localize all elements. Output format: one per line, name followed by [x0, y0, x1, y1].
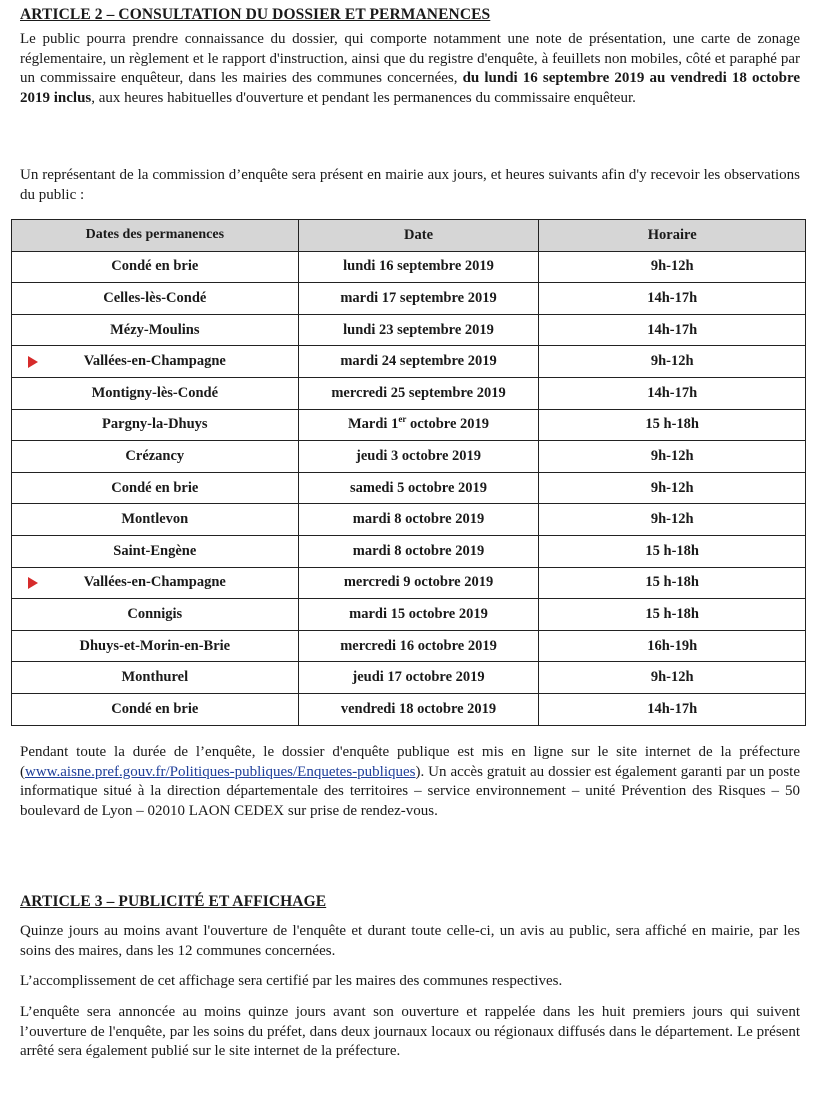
commune-cell [12, 314, 299, 346]
date-cell: jeudi 17 octobre 2019 [298, 662, 539, 694]
table-row [12, 314, 806, 346]
horaire-cell: 15 h-18h [539, 409, 806, 441]
table-header-row [12, 220, 806, 252]
horaire-cell: 9h-12h [539, 504, 806, 536]
date-cell: mardi 8 octobre 2019 [298, 535, 539, 567]
horaire-cell: 14h-17h [539, 314, 806, 346]
date-ordinal-suffix: er [398, 414, 407, 425]
date-cell: lundi 23 septembre 2019 [298, 314, 539, 346]
date-cell: vendredi 18 octobre 2019 [298, 693, 539, 725]
horaire-cell: 9h-12h [539, 472, 806, 504]
article-2-heading: ARTICLE 2 – CONSULTATION DU DOSSIER ET PERMANENCES [20, 6, 491, 23]
table-row [12, 504, 806, 536]
article-3-paragraph-2: L’accomplissement de cet affichage sera certifié par les maires des communes respectives. [20, 973, 563, 989]
commune-cell [12, 377, 299, 409]
horaire-cell: 14h-17h [539, 377, 806, 409]
table-row [12, 409, 806, 441]
header-communes: Dates des permanences [12, 220, 299, 252]
date-cell: mardi 24 septembre 2019 [298, 346, 539, 378]
commune-name: Condé en brie [111, 479, 199, 496]
table-row [12, 251, 806, 283]
table-row [12, 567, 806, 599]
commune-cell [12, 472, 299, 504]
date-cell: mercredi 9 octobre 2019 [298, 567, 539, 599]
commune-name: Pargny-la-Dhuys [102, 416, 208, 433]
prefecture-website-link[interactable]: www.aisne.pref.gouv.fr/Politiques-publiques/Enquetes-publiques [25, 763, 416, 780]
commune-cell [12, 630, 299, 662]
date-text: octobre 2019 [406, 416, 490, 433]
commune-name: Montigny-lès-Condé [91, 384, 219, 401]
date-cell: lundi 16 septembre 2019 [298, 251, 539, 283]
commune-cell [12, 346, 299, 378]
date-text: Mardi 1 [347, 416, 399, 433]
table-row [12, 346, 806, 378]
horaire-cell: 15 h-18h [539, 599, 806, 631]
horaire-cell: 14h-17h [539, 283, 806, 315]
date-cell: samedi 5 octobre 2019 [298, 472, 539, 504]
online-dossier-paragraph: Pendant toute la durée de l’enquête, le dossier d'enquête publique est mis en ligne sur le site internet de la préfecture (www.aisne.pref.gouv.fr/Politiques-publiques/Enquetes-publiques). Un accès gratuit au dossier est également garanti par un poste informatique situé à la direction départementale des territoires – service environnement – unité Prévention des Risques – 50 boulevard de Lyon – 02010 LAON CEDEX sur prise de rendez-vous. [20, 744, 800, 819]
red-arrow-marker-icon [28, 356, 38, 368]
commune-name: Condé en brie [111, 258, 199, 275]
table-row [12, 630, 806, 662]
commune-cell [12, 693, 299, 725]
table-row [12, 693, 806, 725]
horaire-cell: 15 h-18h [539, 535, 806, 567]
enquiry-period: du lundi 16 septembre 2019 au vendredi 18 octobre 2019 inclus [20, 70, 800, 106]
horaire-cell: 9h-12h [539, 251, 806, 283]
table-row [12, 283, 806, 315]
commune-name: Mézy-Moulins [110, 321, 200, 338]
table-row [12, 472, 806, 504]
commune-name: Condé en brie [111, 700, 199, 717]
article-3-paragraph-1: Quinze jours au moins avant l'ouverture de l'enquête et durant toute celle-ci, un avis au public, sera affiché en mairie, par les soins des maires, dans les 12 communes concernées. [20, 923, 800, 959]
table-row [12, 662, 806, 694]
date-cell: jeudi 3 octobre 2019 [298, 441, 539, 473]
commune-cell [12, 409, 299, 441]
commune-cell [12, 599, 299, 631]
article-3-heading: ARTICLE 3 – PUBLICITÉ ET AFFICHAGE [20, 893, 327, 910]
date-cell: mercredi 25 septembre 2019 [298, 377, 539, 409]
article-3-paragraph-3: L’enquête sera annoncée au moins quinze jours avant son ouverture et rappelée dans les huit premiers jours qui suivent l’ouverture de l'enquête, par les soins du préfet, dans deux journaux locaux ou régionaux diffusés dans le département. Le présent arrêté sera également publié sur le site internet de la préfecture. [20, 1004, 800, 1059]
commune-name: Saint-Engène [113, 542, 197, 559]
commune-name: Vallées-en-Champagne [83, 574, 226, 591]
header-horaire: Horaire [539, 220, 806, 252]
horaire-cell: 9h-12h [539, 441, 806, 473]
commune-cell [12, 662, 299, 694]
horaire-cell: 14h-17h [539, 693, 806, 725]
table-row [12, 535, 806, 567]
header-date: Date [298, 220, 539, 252]
commune-name: Montlevon [121, 511, 189, 528]
commune-cell [12, 283, 299, 315]
commune-cell [12, 535, 299, 567]
article-2-paragraph-2: Un représentant de la commission d’enquête sera présent en mairie aux jours, et heures suivants afin d'y recevoir les observations du public : [20, 167, 800, 203]
horaire-cell: 15 h-18h [539, 567, 806, 599]
commune-cell [12, 251, 299, 283]
commune-name: Connigis [127, 605, 183, 622]
commune-name: Celles-lès-Condé [103, 289, 207, 306]
date-cell: mardi 15 octobre 2019 [298, 599, 539, 631]
date-cell: mardi 17 septembre 2019 [298, 283, 539, 315]
date-cell: mardi 8 octobre 2019 [298, 504, 539, 536]
horaire-cell: 9h-12h [539, 346, 806, 378]
commune-cell [12, 504, 299, 536]
horaire-cell: 16h-19h [539, 630, 806, 662]
date-cell [298, 409, 539, 441]
article-2-paragraph-1: Le public pourra prendre connaissance du dossier, qui comporte notamment une note de présentation, une carte de zonage réglementaire, un règlement et le rapport d'instruction, ainsi que du registre d'enquête, à feuillets non mobiles, côté et paraphé par un commissaire enquêteur, dans les mairies des communes concernées, du lundi 16 septembre 2019 au vendredi 18 octobre 2019 inclus, aux heures habituelles d'ouverture et pendant les permanences du commissaire enquêteur. [20, 31, 800, 106]
horaire-cell: 9h-12h [539, 662, 806, 694]
commune-cell [12, 441, 299, 473]
permanences-table [11, 219, 806, 726]
commune-cell [12, 567, 299, 599]
commune-name: Vallées-en-Champagne [83, 353, 226, 370]
table-row [12, 377, 806, 409]
commune-name: Crézancy [125, 447, 185, 464]
table-row [12, 599, 806, 631]
table-row [12, 441, 806, 473]
commune-name: Dhuys-et-Morin-en-Brie [79, 637, 231, 654]
date-cell: mercredi 16 octobre 2019 [298, 630, 539, 662]
commune-name: Monthurel [121, 669, 189, 686]
red-arrow-marker-icon [28, 577, 38, 589]
